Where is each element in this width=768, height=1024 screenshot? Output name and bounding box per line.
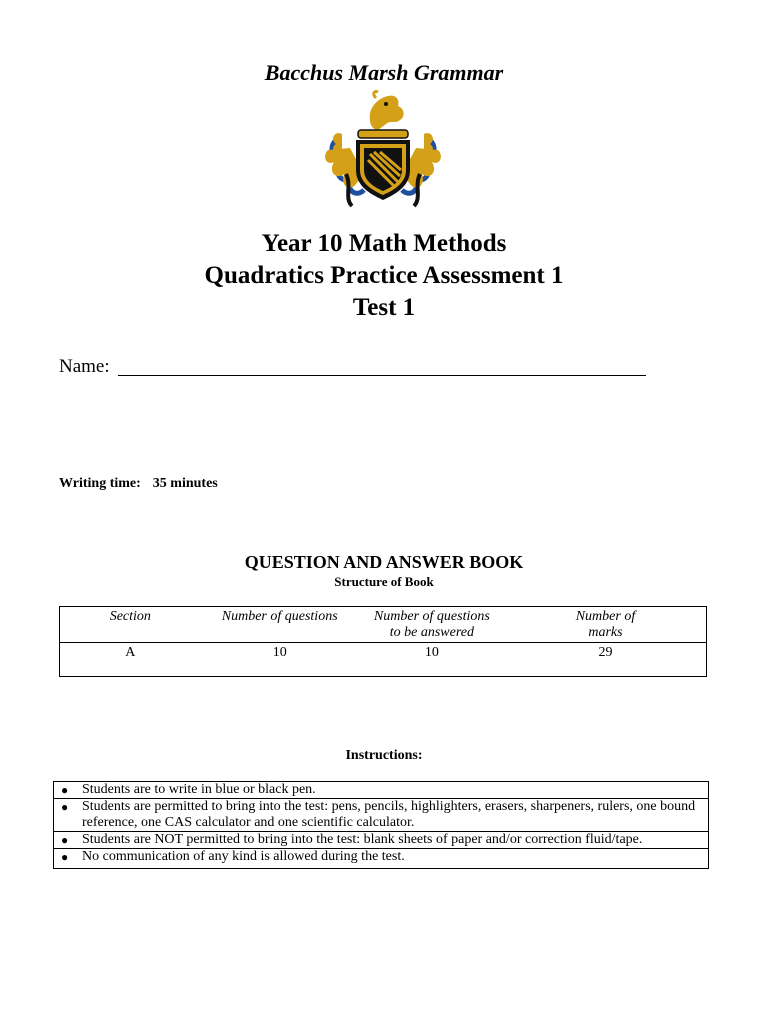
test-title: Test 1	[352, 294, 416, 321]
name-field[interactable]	[118, 375, 646, 376]
cell-num-questions: 10	[272, 645, 287, 660]
writing-time	[59, 476, 218, 492]
instructions-box	[53, 781, 709, 869]
writing-time-label: Writing time:	[59, 476, 141, 491]
bullet-icon: ●	[61, 800, 69, 814]
cell-to-answer: 10	[424, 645, 439, 660]
table-header-row	[60, 607, 707, 643]
header-marks: Number of marks	[505, 607, 707, 643]
writing-time-value: 35 minutes	[152, 476, 218, 491]
list-item: ● Students are to write in blue or black pen.	[54, 782, 708, 799]
table-row	[60, 643, 707, 677]
assessment-title: Quadratics Practice Assessment 1	[204, 262, 564, 289]
cell-section: A	[125, 645, 136, 660]
course-title: Year 10 Math Methods	[261, 230, 507, 257]
book-title: QUESTION AND ANSWER BOOK	[244, 552, 524, 572]
list-item: ● No communication of any kind is allowed during the test.	[61, 849, 405, 864]
header-section: Section	[60, 607, 201, 643]
structure-table	[59, 606, 707, 677]
school-name: Bacchus Marsh Grammar	[264, 60, 504, 85]
bullet-icon: ●	[61, 833, 69, 847]
instructions-title: Instructions:	[345, 748, 423, 763]
bullet-icon: ●	[61, 850, 69, 864]
book-subtitle: Structure of Book	[334, 574, 434, 589]
name-label: Name:	[59, 356, 110, 377]
header-num-questions: Number of questions	[201, 607, 359, 643]
cell-marks: 29	[598, 645, 613, 660]
list-item: ● Students are permitted to bring into the test: pens, pencils, highlighters, erasers, sharpeners, rulers, one bound reference, one CAS calculator and one scientific calculator.	[54, 799, 708, 832]
bullet-icon: ●	[61, 783, 69, 797]
header-to-answer: Number of questions to be answered	[359, 607, 505, 643]
list-item: ● Students are NOT permitted to bring into the test: blank sheets of paper and/or correction fluid/tape.	[54, 832, 708, 849]
school-crest-icon	[320, 90, 446, 212]
